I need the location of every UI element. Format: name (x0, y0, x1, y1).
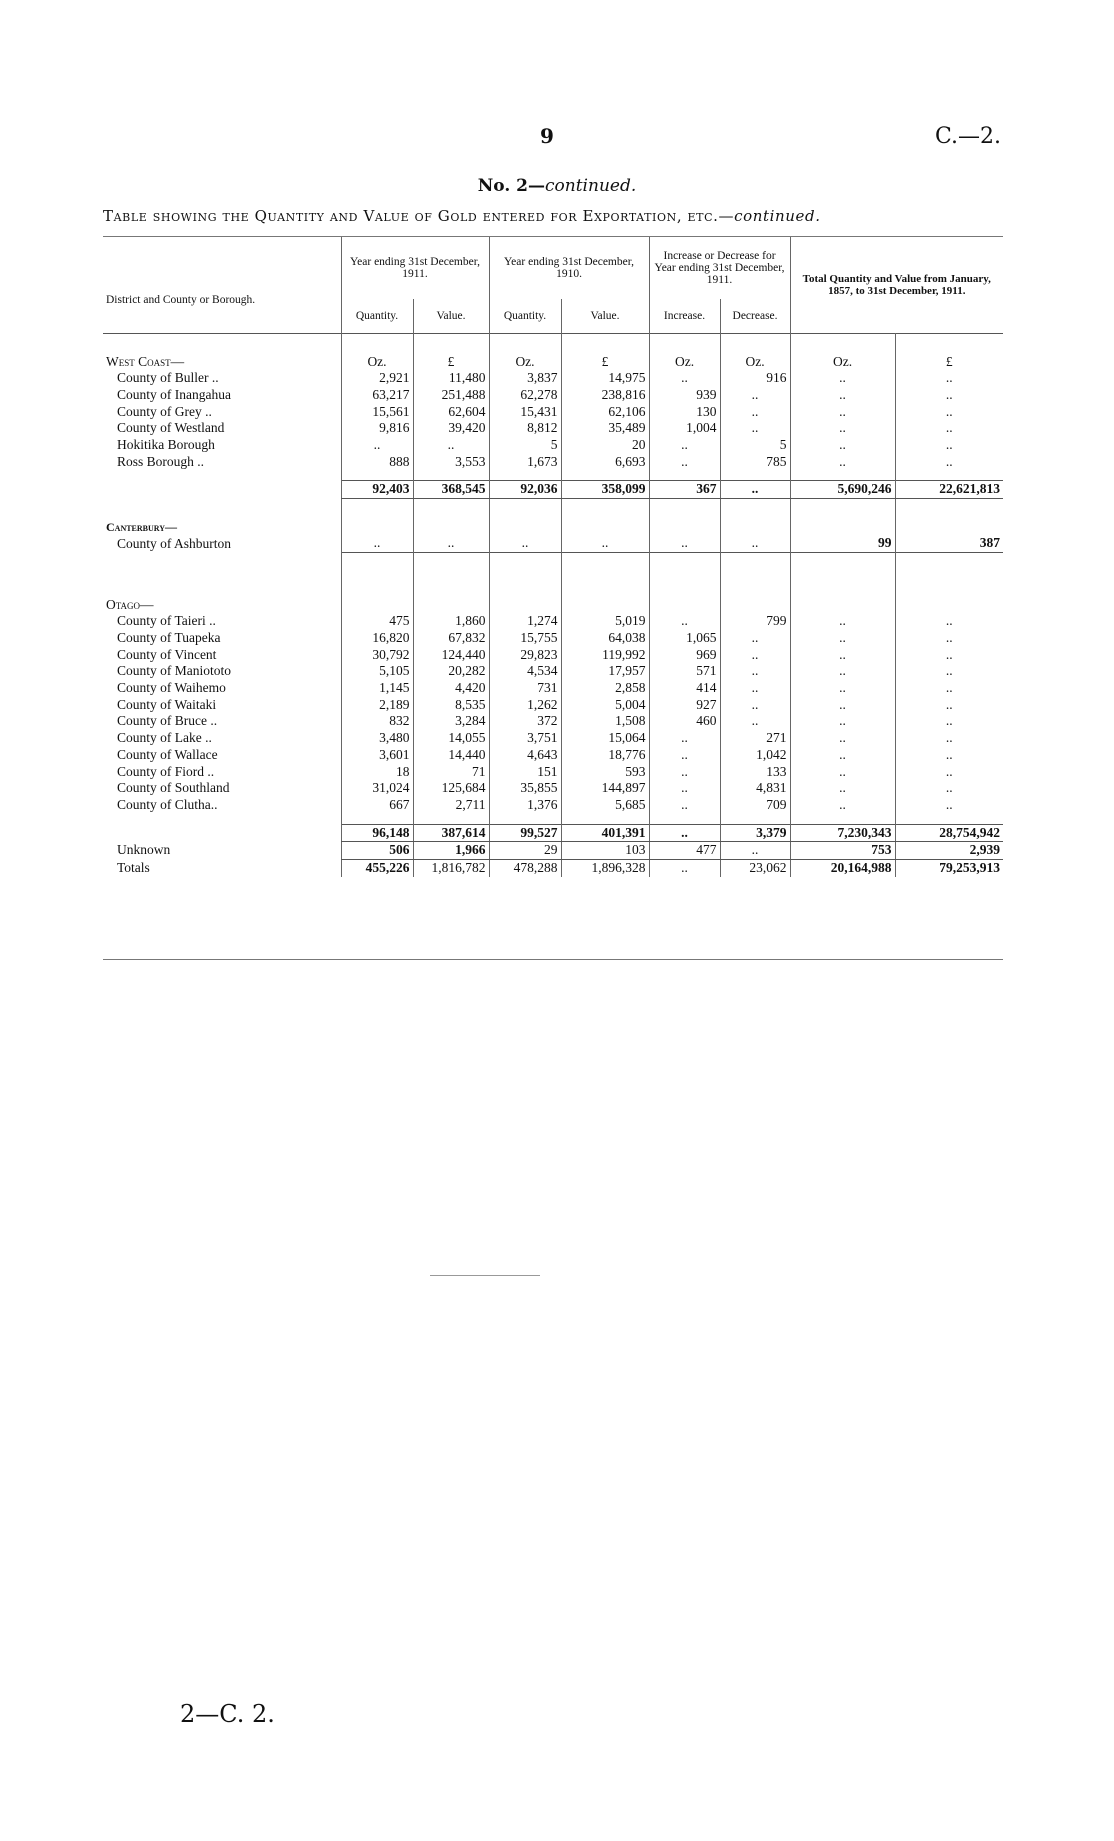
cell-value: 92,036 (489, 481, 561, 499)
cell-value: 4,534 (489, 663, 561, 680)
header-quantity-1910: Quantity. (489, 299, 561, 334)
cell-value: .. (790, 387, 895, 404)
table-row (103, 535, 1003, 552)
caption-text: Table showing the Quantity and Value of Gold entered for Exportation, etc.— (103, 207, 735, 225)
cell-value: 20,164,988 (790, 860, 895, 877)
cell-value: 506 (341, 842, 413, 860)
cell-value: 5,690,246 (790, 481, 895, 499)
cell-value: 969 (649, 647, 720, 664)
heading-main: No. 2— (477, 176, 546, 196)
cell-value: 5,004 (561, 697, 649, 714)
cell-value: .. (649, 824, 720, 842)
header-district: District and County or Borough. (106, 294, 256, 306)
cell-value: 271 (720, 730, 790, 747)
cell-value: 29 (489, 842, 561, 860)
unit-oz: Oz. (720, 354, 790, 371)
row-label: County of Lake .. (117, 730, 212, 746)
cell-value: 1,145 (341, 680, 413, 697)
cell-value: 62,278 (489, 387, 561, 404)
row-label: County of Grey .. (117, 403, 212, 419)
cell-value: .. (489, 535, 561, 552)
cell-value: 5,685 (561, 797, 649, 814)
cell-value: .. (790, 454, 895, 471)
cell-value: .. (649, 613, 720, 630)
cell-value: 455,226 (341, 860, 413, 877)
row-label: County of Buller .. (117, 370, 219, 386)
cell-value: 1,042 (720, 747, 790, 764)
cell-value: 6,693 (561, 454, 649, 471)
cell-value: 92,403 (341, 481, 413, 499)
cell-value: .. (895, 663, 1003, 680)
cell-value: .. (720, 663, 790, 680)
page-number: 9 (540, 124, 554, 148)
cell-value: .. (649, 730, 720, 747)
cell-value: 133 (720, 764, 790, 781)
cell-value: 62,604 (413, 404, 489, 421)
cell-value: 368,545 (413, 481, 489, 499)
west-coast-rows (103, 370, 1003, 470)
cell-value: 1,896,328 (561, 860, 649, 877)
cell-value: 5,019 (561, 613, 649, 630)
cell-value: 20 (561, 437, 649, 454)
row-label: County of Waihemo (117, 680, 226, 696)
row-label: County of Taieri .. (117, 613, 216, 629)
cell-value: 414 (649, 680, 720, 697)
cell-value: 3,751 (489, 730, 561, 747)
header-decrease: Decrease. (720, 299, 790, 334)
cell-value: .. (720, 630, 790, 647)
group-otago: Otago— (106, 596, 154, 612)
cell-value: 367 (649, 481, 720, 499)
row-label: County of Maniototo (117, 663, 231, 679)
header-total-since-1857: Total Quantity and Value from January, 1857, to 31st December, 1911. (790, 237, 1003, 334)
cell-value: .. (649, 370, 720, 387)
cell-value: 888 (341, 454, 413, 471)
row-label: Totals (117, 859, 150, 875)
cell-value: .. (895, 454, 1003, 471)
header-year-1911: Year ending 31st December, 1911. (341, 237, 489, 300)
cell-value: .. (895, 613, 1003, 630)
cell-value: 15,561 (341, 404, 413, 421)
unit-pound: £ (895, 354, 1003, 371)
canterbury-rows (103, 535, 1003, 552)
group-canterbury: Canterbury— (106, 519, 178, 534)
document-reference: C.—2. (935, 124, 1002, 149)
cell-value: 64,038 (561, 630, 649, 647)
cell-value: .. (790, 764, 895, 781)
cell-value: 124,440 (413, 647, 489, 664)
row-label: County of Clutha.. (117, 796, 218, 812)
cell-value: 125,684 (413, 780, 489, 797)
cell-value: .. (895, 747, 1003, 764)
heading-continued: continued. (545, 176, 637, 196)
cell-value: 14,055 (413, 730, 489, 747)
cell-value: 8,812 (489, 420, 561, 437)
unit-pound: £ (561, 354, 649, 371)
cell-value: 571 (649, 663, 720, 680)
cell-value: 31,024 (341, 780, 413, 797)
cell-value: 103 (561, 842, 649, 860)
cell-value: .. (790, 404, 895, 421)
cell-value: 71 (413, 764, 489, 781)
gold-export-table (103, 236, 1003, 877)
cell-value: .. (413, 437, 489, 454)
cell-value: .. (790, 730, 895, 747)
cell-value: 144,897 (561, 780, 649, 797)
cell-value: .. (895, 697, 1003, 714)
cell-value: 2,858 (561, 680, 649, 697)
cell-value: 15,755 (489, 630, 561, 647)
cell-value: .. (649, 535, 720, 552)
cell-value: 1,816,782 (413, 860, 489, 877)
table-row (103, 613, 1003, 630)
table-row (103, 387, 1003, 404)
cell-value: 3,601 (341, 747, 413, 764)
cell-value: .. (790, 613, 895, 630)
cell-value: 927 (649, 697, 720, 714)
cell-value: 1,860 (413, 613, 489, 630)
cell-value: 15,431 (489, 404, 561, 421)
row-label: County of Southland (117, 780, 230, 796)
cell-value: 5,105 (341, 663, 413, 680)
cell-value: .. (895, 630, 1003, 647)
cell-value: .. (720, 481, 790, 499)
cell-value: .. (720, 404, 790, 421)
cell-value: 3,837 (489, 370, 561, 387)
unit-oz: Oz. (489, 354, 561, 371)
cell-value: 35,855 (489, 780, 561, 797)
cell-value: .. (790, 680, 895, 697)
cell-value: 2,921 (341, 370, 413, 387)
cell-value: 5 (489, 437, 561, 454)
cell-value: .. (895, 797, 1003, 814)
cell-value: .. (649, 454, 720, 471)
row-label: Ross Borough .. (117, 453, 205, 469)
table-row (103, 797, 1003, 814)
cell-value: 35,489 (561, 420, 649, 437)
row-label: County of Wallace (117, 746, 218, 762)
row-label (103, 824, 341, 842)
table-row (103, 697, 1003, 714)
cell-value: .. (720, 842, 790, 860)
cell-value: .. (895, 647, 1003, 664)
cell-value: .. (895, 713, 1003, 730)
cell-value: 238,816 (561, 387, 649, 404)
grand-totals-row (103, 860, 1003, 877)
cell-value: .. (895, 420, 1003, 437)
row-label: County of Westland (117, 420, 225, 436)
cell-value: 18,776 (561, 747, 649, 764)
cell-value: 401,391 (561, 824, 649, 842)
cell-value: .. (895, 370, 1003, 387)
cell-value: .. (649, 860, 720, 877)
table-row (103, 370, 1003, 387)
cell-value: 387,614 (413, 824, 489, 842)
cell-value: 99,527 (489, 824, 561, 842)
cell-value: .. (720, 647, 790, 664)
cell-value: 1,004 (649, 420, 720, 437)
top-rule (103, 236, 1003, 237)
cell-value: 731 (489, 680, 561, 697)
totals-row (103, 860, 1003, 877)
cell-value: .. (895, 730, 1003, 747)
cell-value: 16,820 (341, 630, 413, 647)
header-increase: Increase. (649, 299, 720, 334)
cell-value: .. (649, 780, 720, 797)
cell-value: 460 (649, 713, 720, 730)
cell-value: 785 (720, 454, 790, 471)
cell-value: .. (720, 420, 790, 437)
table-row (103, 764, 1003, 781)
otago-rows (103, 613, 1003, 813)
bottom-rule (103, 959, 1003, 960)
cell-value: 17,957 (561, 663, 649, 680)
unit-pound: £ (413, 354, 489, 371)
cell-value: 475 (341, 613, 413, 630)
table-row (103, 747, 1003, 764)
cell-value: .. (895, 404, 1003, 421)
cell-value: 1,274 (489, 613, 561, 630)
cell-value: .. (895, 680, 1003, 697)
unit-oz: Oz. (790, 354, 895, 371)
cell-value: 1,376 (489, 797, 561, 814)
cell-value: .. (790, 747, 895, 764)
cell-value: .. (790, 697, 895, 714)
cell-value: .. (649, 764, 720, 781)
group-west-coast: West Coast— (106, 353, 185, 369)
cell-value: 14,975 (561, 370, 649, 387)
cell-value: .. (413, 535, 489, 552)
cell-value: 151 (489, 764, 561, 781)
cell-value: 67,832 (413, 630, 489, 647)
cell-value: 832 (341, 713, 413, 730)
table-row (103, 647, 1003, 664)
header-value-1910: Value. (561, 299, 649, 334)
header-increase-decrease: Increase or Decrease for Year ending 31st December, 1911. (649, 237, 790, 300)
row-label: County of Ashburton (117, 535, 232, 551)
header-value-1911: Value. (413, 299, 489, 334)
units-row (103, 354, 1003, 371)
cell-value: 939 (649, 387, 720, 404)
footer-signature: 2—C. 2. (180, 1700, 275, 1728)
cell-value: 1,262 (489, 697, 561, 714)
cell-value: .. (720, 680, 790, 697)
cell-value: 709 (720, 797, 790, 814)
cell-value: 667 (341, 797, 413, 814)
cell-value: .. (790, 370, 895, 387)
cell-value: 119,992 (561, 647, 649, 664)
cell-value: .. (341, 437, 413, 454)
cell-value: 1,065 (649, 630, 720, 647)
cell-value: 5 (720, 437, 790, 454)
row-label: County of Bruce .. (117, 713, 218, 729)
cell-value: .. (720, 387, 790, 404)
header-quantity-1911: Quantity. (341, 299, 413, 334)
cell-value: .. (790, 713, 895, 730)
cell-value: .. (790, 663, 895, 680)
cell-value: 96,148 (341, 824, 413, 842)
cell-value: 29,823 (489, 647, 561, 664)
cell-value: .. (895, 780, 1003, 797)
cell-value: 251,488 (413, 387, 489, 404)
unknown-row (103, 842, 1003, 860)
table-row (103, 663, 1003, 680)
unit-oz: Oz. (341, 354, 413, 371)
west-coast-total (103, 481, 1003, 499)
cell-value: 130 (649, 404, 720, 421)
row-label: County of Inangahua (117, 386, 231, 402)
cell-value: .. (720, 713, 790, 730)
cell-value: 1,673 (489, 454, 561, 471)
cell-value: .. (561, 535, 649, 552)
cell-value: .. (790, 647, 895, 664)
cell-value: 3,284 (413, 713, 489, 730)
table-row (103, 454, 1003, 471)
cell-value: 3,480 (341, 730, 413, 747)
cell-value: 8,535 (413, 697, 489, 714)
cell-value: .. (790, 420, 895, 437)
cell-value: 62,106 (561, 404, 649, 421)
unit-oz: Oz. (649, 354, 720, 371)
cell-value: 753 (790, 842, 895, 860)
header-year-1910: Year ending 31st December, 1910. (489, 237, 649, 300)
cell-value: 39,420 (413, 420, 489, 437)
cell-value: 1,508 (561, 713, 649, 730)
cell-value: 4,831 (720, 780, 790, 797)
subtotal-row (103, 824, 1003, 842)
cell-value: 916 (720, 370, 790, 387)
row-label: County of Vincent (117, 646, 217, 662)
cell-value: 2,189 (341, 697, 413, 714)
table-row (103, 437, 1003, 454)
end-rule (430, 1275, 540, 1276)
cell-value: 2,711 (413, 797, 489, 814)
cell-value: 358,099 (561, 481, 649, 499)
table-row (103, 680, 1003, 697)
cell-value: 4,643 (489, 747, 561, 764)
caption-continued: continued. (734, 207, 821, 225)
cell-value: 22,621,813 (895, 481, 1003, 499)
table-row (103, 630, 1003, 647)
table-row (103, 713, 1003, 730)
cell-value: 63,217 (341, 387, 413, 404)
table-number-heading (0, 176, 1114, 196)
row-label: County of Tuapeka (117, 629, 221, 645)
cell-value: 477 (649, 842, 720, 860)
cell-value: 478,288 (489, 860, 561, 877)
cell-value: 79,253,913 (895, 860, 1003, 877)
cell-value: 7,230,343 (790, 824, 895, 842)
cell-value: 4,420 (413, 680, 489, 697)
cell-value: .. (649, 797, 720, 814)
cell-value: .. (341, 535, 413, 552)
row-label: County of Fiord .. (117, 763, 215, 779)
subtotal-row (103, 481, 1003, 499)
cell-value: 20,282 (413, 663, 489, 680)
otago-total (103, 824, 1003, 842)
cell-value: .. (790, 780, 895, 797)
cell-value: .. (790, 630, 895, 647)
cell-value: 387 (895, 535, 1003, 552)
cell-value: 9,816 (341, 420, 413, 437)
cell-value: .. (649, 437, 720, 454)
cell-value: 30,792 (341, 647, 413, 664)
unknown-row (103, 842, 1003, 860)
cell-value: 14,440 (413, 747, 489, 764)
cell-value: 2,939 (895, 842, 1003, 860)
cell-value: 15,064 (561, 730, 649, 747)
row-label: Unknown (117, 842, 171, 858)
table-caption (103, 207, 821, 225)
cell-value: .. (720, 697, 790, 714)
cell-value: .. (895, 764, 1003, 781)
cell-value: 799 (720, 613, 790, 630)
table-row (103, 404, 1003, 421)
cell-value: .. (649, 747, 720, 764)
cell-value: 23,062 (720, 860, 790, 877)
cell-value: .. (895, 437, 1003, 454)
cell-value: .. (720, 535, 790, 552)
cell-value: 11,480 (413, 370, 489, 387)
row-label: County of Waitaki (117, 696, 217, 712)
cell-value: 3,379 (720, 824, 790, 842)
table-row (103, 780, 1003, 797)
table-row (103, 420, 1003, 437)
cell-value: 99 (790, 535, 895, 552)
row-label: Hokitika Borough (117, 437, 215, 453)
cell-value: 3,553 (413, 454, 489, 471)
cell-value: 593 (561, 764, 649, 781)
cell-value: .. (790, 797, 895, 814)
cell-value: .. (895, 387, 1003, 404)
cell-value: 1,966 (413, 842, 489, 860)
cell-value: 18 (341, 764, 413, 781)
table-row (103, 730, 1003, 747)
row-label (103, 481, 341, 499)
cell-value: 372 (489, 713, 561, 730)
cell-value: .. (790, 437, 895, 454)
cell-value: 28,754,942 (895, 824, 1003, 842)
